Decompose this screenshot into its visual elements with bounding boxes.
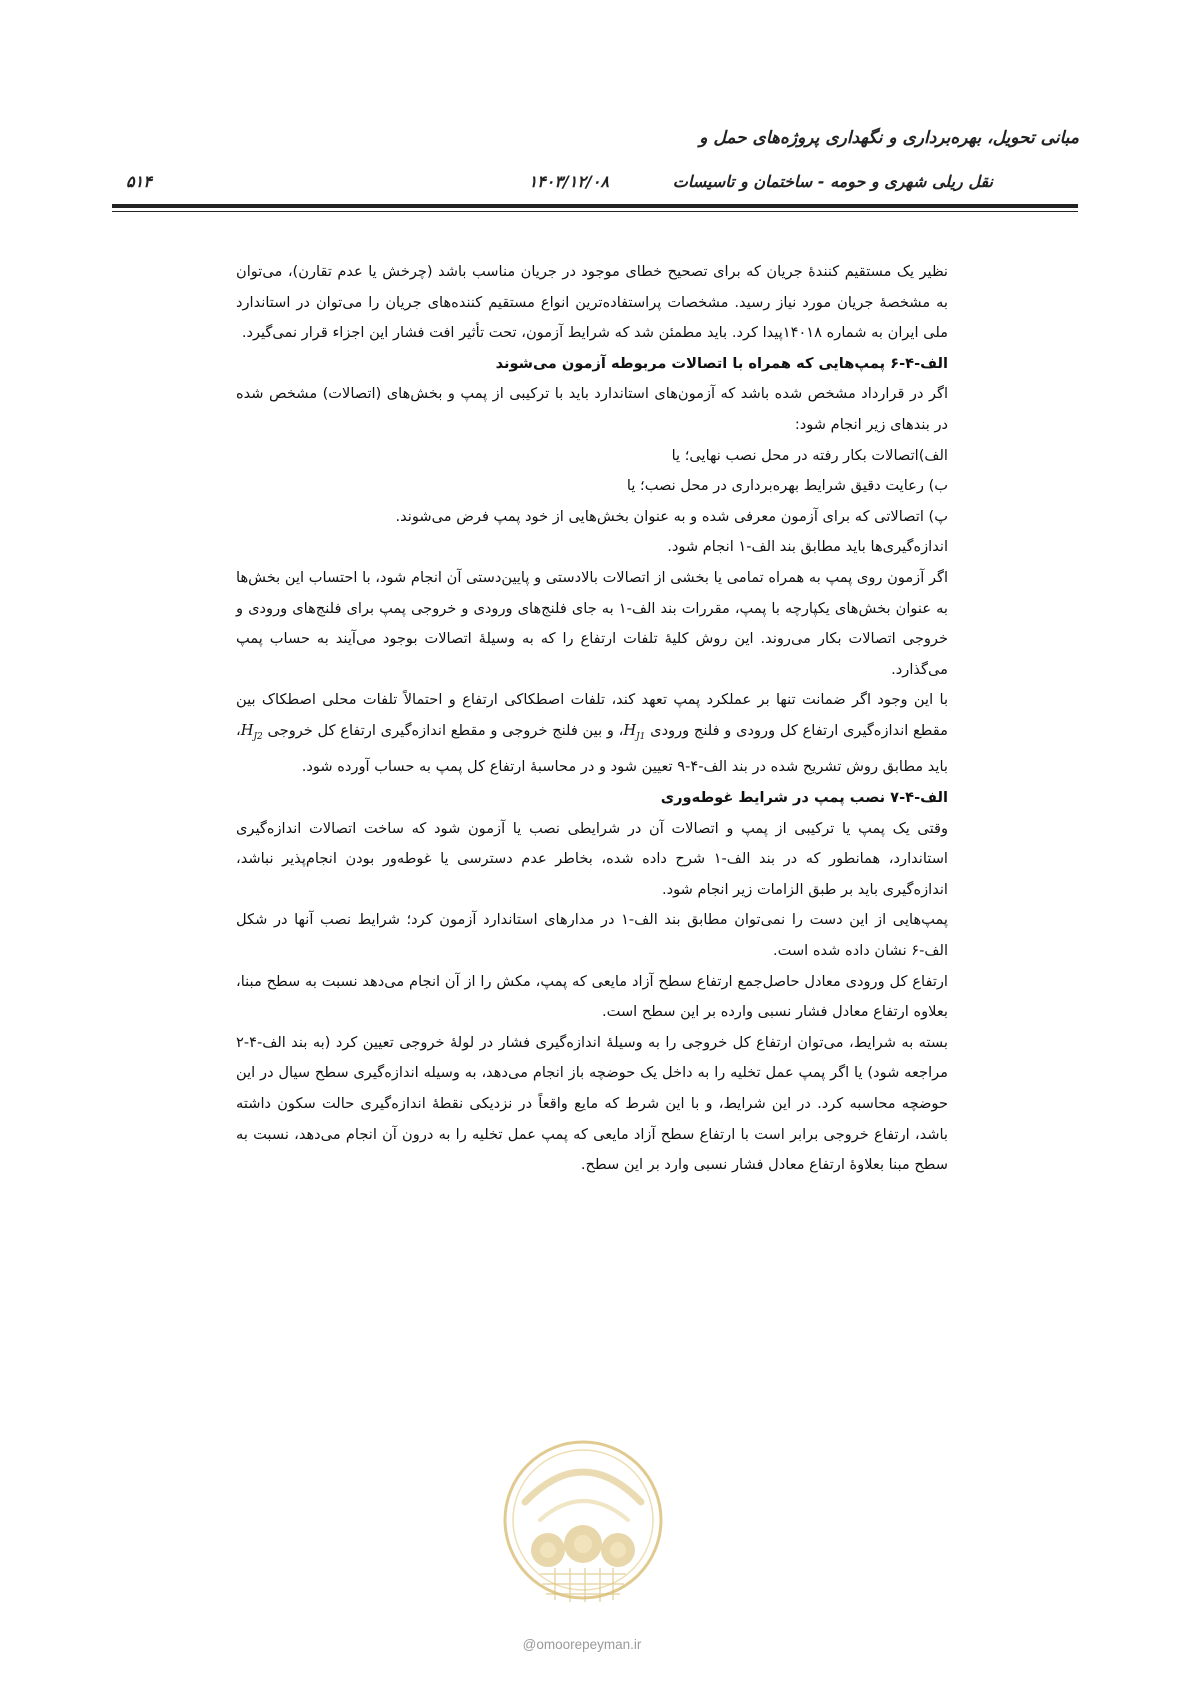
- section-heading: الف-۴-۷ نصب پمپ در شرایط غوطه‌وری: [660, 789, 948, 806]
- paragraph: نظیر یک مستقیم کنندهٔ جریان که برای تصحیح خطای موجود در جریان مناسب باشد (چرخش یا عدم تقارن)، می‌توان به مشخصهٔ جریان مورد نیاز رسید. مشخصات پراستفاده‌ترین انواع مستقیم کننده‌های جریان را می‌توان در استاندارد ملی ایران به شماره ۱۴۰۱۸پیدا کرد. باید مطمئن شد که شرایط آزمون، تحت تأثیر افت فشار این اجزاء قرار نمی‌گیرد.: [236, 263, 948, 342]
- paragraph: اندازه‌گیری‌ها باید مطابق بند الف-۱ انجام شود.: [667, 538, 948, 556]
- body-text: [236, 257, 948, 1181]
- paragraph: اگر آزمون روی پمپ به همراه تمامی یا بخشی از اتصالات بالادستی و پایین‌دستی آن انجام شود، با احتساب این بخش‌ها به عنوان بخش‌های یکپارچه با پمپ، مقررات بند الف-۱ به جای فلنج‌های ورودی و خروجی پمپ برای فلنج‌های ورودی و خروجی اتصالات بکار می‌روند. این روش کلیهٔ تلفات ارتفاع را که به وسیلهٔ اتصالات بوجود می‌آیند به حساب پمپ می‌گذارد.: [236, 568, 948, 678]
- watermark-url: @omoorepeyman.ir: [522, 1637, 642, 1652]
- paragraph: بسته به شرایط، می‌توان ارتفاع کل خروجی را به وسیلهٔ اندازه‌گیری فشار در لولهٔ خروجی تعیین کرد (به بند الف-۴-۲ مراجعه شود) یا اگر پمپ عمل تخلیه را به داخل یک حوضچه باز انجام می‌دهد، به وسیله اندازه‌گیری سطح سیال در این حوضچه محاسبه کرد. در این شرایط، و با این شرط که مایع واقعاً در نزدیکی نقطهٔ اندازه‌گیری حالت سکون داشته باشد، ارتفاع خروجی برابر است با ارتفاع سطح آزاد مایعی که پمپ عمل تخلیه را به درون آن انجام می‌دهد، نسبت به سطح مبنا بعلاوهٔ ارتفاع معادل فشار نسبی وارد بر این سطح.: [236, 1033, 948, 1174]
- header-rule-thin: [112, 211, 1078, 212]
- text-run: با این وجود اگر ضمانت تنها بر عملکرد پمپ تعهد کند، تلفات اصطکاکی ارتفاع و احتمالاً تلفات محلی اصطکاک بین مقطع اندازه‌گیری ارتفاع کل ورودی و فلنج ورودی: [236, 691, 948, 739]
- logo-emblem-icon: [500, 1432, 666, 1628]
- list-item: پ) اتصالاتی که برای آزمون معرفی شده و به عنوان بخش‌هایی از خود پمپ فرض می‌شوند.: [395, 507, 948, 525]
- text-run: ، باید مطابق روش تشریح شده در بند الف-۴-۹ تعیین شود و در محاسبهٔ ارتفاع کل پمپ به حساب آورده شود.: [236, 721, 948, 776]
- section-heading: الف-۴-۶ پمپ‌هایی که همراه با اتصالات مربوطه آزمون می‌شوند: [495, 354, 948, 372]
- paragraph: وقتی یک پمپ یا ترکیبی از پمپ و اتصالات آن در شرایطی نصب یا آزمون شود که ساخت اتصالات اندازه‌گیری استاندارد، همانطور که در بند الف-۱ شرح داده شده، بخاطر عدم دسترسی یا غوطه‌ور بودن انجام‌پذیر نباشد، اندازه‌گیری باید بر طبق الزامات زیر انجام شود.: [236, 819, 948, 898]
- page-number: ۵۱۴: [126, 172, 152, 191]
- header-title-line1: مبانی تحویل، بهره‌برداری و نگهداری پروژه‌های حمل و: [699, 128, 1079, 148]
- paragraph: اگر در قرارداد مشخص شده باشد که آزمون‌های استاندارد باید با ترکیبی از پمپ و بخش‌های (اتصالات) مشخص شده در بندهای زیر انجام شود:: [236, 385, 948, 433]
- symbol-letter: H: [240, 721, 254, 739]
- header-line2: [112, 172, 1079, 198]
- header-title-line2: نقل ریلی شهری و حومه - ساختمان و تاسیسات: [672, 172, 993, 191]
- symbol-hj2: [241, 716, 263, 753]
- paragraph: پمپ‌هایی از این دست را نمی‌توان مطابق بند الف-۱ در مدارهای استاندارد آزمون کرد؛ شرایط نصب آنها در شکل الف-۶ نشان داده شده است.: [236, 911, 948, 959]
- list-item: ب) رعایت دقیق شرایط بهره‌برداری در محل نصب؛ یا: [626, 477, 948, 495]
- header-rule-thick: [112, 204, 1078, 208]
- text-run: ، و بین فلنج خروجی و مقطع اندازه‌گیری ارتفاع کل خروجی: [262, 721, 624, 739]
- paragraph: ارتفاع کل ورودی معادل حاصل‌جمع ارتفاع سطح آزاد مایعی که پمپ، مکش را از آن انجام می‌دهد نسبت به سطح مبنا، بعلاوه ارتفاع معادل فشار نسبی وارده بر این سطح است.: [236, 972, 948, 1021]
- symbol-subscript: J2: [253, 731, 263, 742]
- list-item: الف)اتصالات بکار رفته در محل نصب نهایی؛ یا: [671, 446, 948, 464]
- symbol-subscript: J1: [636, 731, 646, 742]
- symbol-letter: H: [623, 721, 637, 739]
- paragraph-with-symbols: [236, 685, 948, 783]
- watermark-logo: [500, 1432, 666, 1628]
- symbol-hj1: [623, 716, 645, 753]
- header-date: ۱۴۰۳/۱۲/۰۸: [528, 172, 609, 191]
